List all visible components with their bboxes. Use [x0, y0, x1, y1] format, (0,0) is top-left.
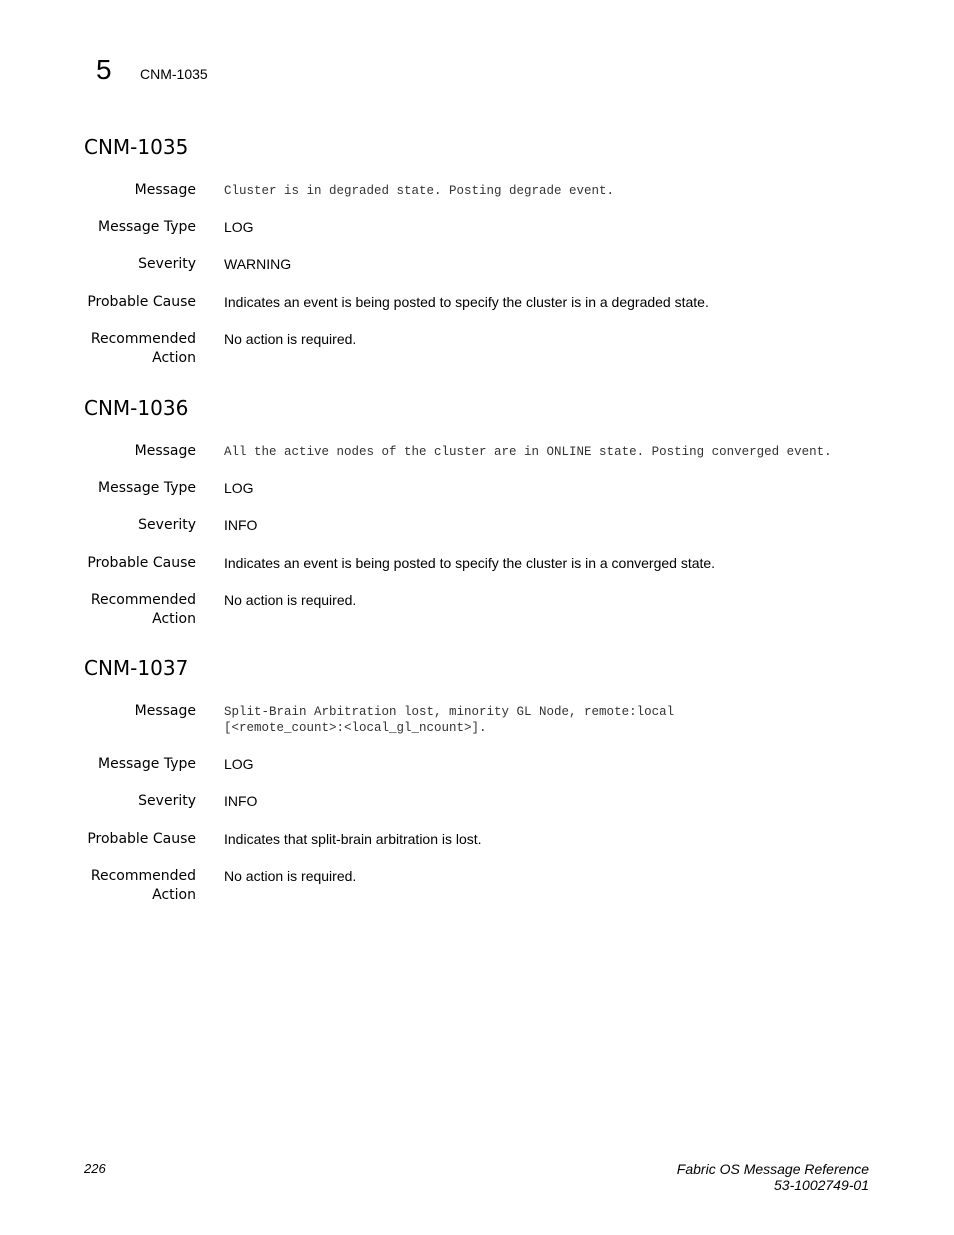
message-label: Message	[134, 182, 196, 198]
entry-title: CNM-1036	[84, 396, 189, 420]
message-label: Message	[134, 443, 196, 459]
recommended-action-value: No action is required.	[224, 868, 357, 884]
message-text: All the active nodes of the cluster are in ONLINE state. Posting converged event.	[224, 445, 832, 459]
chapter-number: 5	[96, 54, 112, 85]
message-label: Message	[134, 703, 196, 719]
probable-cause-value: Indicates an event is being posted to specify the cluster is in a degraded state.	[224, 294, 709, 310]
probable-cause-label: Probable Cause	[87, 294, 196, 310]
severity-value: WARNING	[224, 256, 292, 272]
message-type-label: Message Type	[98, 219, 196, 235]
probable-cause-value: Indicates an event is being posted to specify the cluster is in a converged state.	[224, 555, 716, 571]
severity-label: Severity	[138, 517, 196, 533]
probable-cause-label: Probable Cause	[87, 555, 196, 571]
recommended-action-value: No action is required.	[224, 592, 357, 608]
message-type-label: Message Type	[98, 756, 196, 772]
entry-title: CNM-1035	[84, 135, 189, 159]
recommended-action-label: Recommended Action	[90, 592, 196, 627]
page-number: 226	[84, 1161, 106, 1176]
severity-value: INFO	[224, 793, 258, 809]
severity-label: Severity	[138, 256, 196, 272]
probable-cause-label: Probable Cause	[87, 831, 196, 847]
recommended-action-label: Recommended Action	[90, 331, 196, 366]
severity-label: Severity	[138, 793, 196, 809]
recommended-action-value: No action is required.	[224, 331, 357, 347]
footer-doc-info	[677, 1161, 869, 1193]
probable-cause-value: Indicates that split-brain arbitration is lost.	[224, 831, 482, 847]
severity-value: INFO	[224, 517, 258, 533]
message-type-value: LOG	[224, 756, 254, 772]
footer-doc-number: 53-1002749-01	[774, 1177, 869, 1193]
message-type-value: LOG	[224, 219, 254, 235]
message-text: Cluster is in degraded state. Posting degrade event.	[224, 184, 615, 198]
entry-title: CNM-1037	[84, 656, 189, 680]
running-header-title: CNM-1035	[140, 66, 208, 82]
footer-doc-title: Fabric OS Message Reference	[676, 1161, 869, 1177]
recommended-action-label: Recommended Action	[90, 868, 196, 903]
message-type-value: LOG	[224, 480, 254, 496]
message-type-label: Message Type	[98, 480, 196, 496]
message-text: Split-Brain Arbitration lost, minority GL Node, remote:local [<remote_count>:<local_gl_ncount>].	[224, 705, 675, 735]
